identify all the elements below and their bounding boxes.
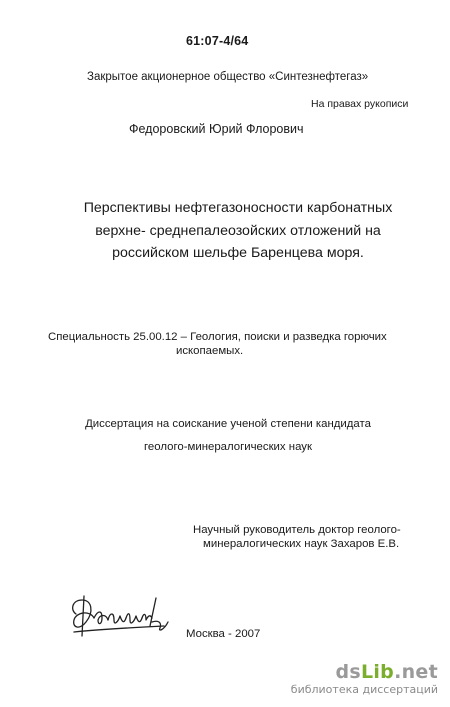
specialty-line: ископаемых. xyxy=(176,344,244,357)
supervisor-line: минералогических наук Захаров Е.В. xyxy=(203,537,400,550)
dissertation-title xyxy=(40,197,436,265)
degree-statement xyxy=(40,413,416,459)
city-and-year: Москва - 2007 xyxy=(186,628,261,640)
degree-line: геолого-минералогических наук xyxy=(144,441,312,453)
watermark-logo: dsLib.net xyxy=(335,661,438,683)
supervisor-line: Научный руководитель доктор геолого- xyxy=(193,524,401,536)
supervisor-block xyxy=(193,524,433,551)
title-line: российском шельфе Баренцева моря. xyxy=(112,245,364,261)
specialty-block xyxy=(48,331,408,358)
degree-line: Диссертация на соискание ученой степени кандидата xyxy=(85,418,371,430)
watermark-subtitle: библиотека диссертаций xyxy=(290,683,438,696)
catalog-code: 61:07-4/64 xyxy=(186,34,249,48)
title-line: верхне- среднепалеозойских отложений на xyxy=(95,222,381,239)
dslib-watermark xyxy=(290,661,446,701)
author-name: Федоровский Юрий Флорович xyxy=(129,122,304,136)
rights-note: На правах рукописи xyxy=(311,98,409,110)
specialty-line: Специальность 25.00.12 – Геология, поиски и разведка горючих xyxy=(48,331,387,343)
title-line: Перспективы нефтегазоносности карбонатных xyxy=(83,200,393,216)
organization-name: Закрытое акционерное общество «Синтезнефтегаз» xyxy=(87,71,369,83)
handwritten-signature xyxy=(64,592,184,642)
